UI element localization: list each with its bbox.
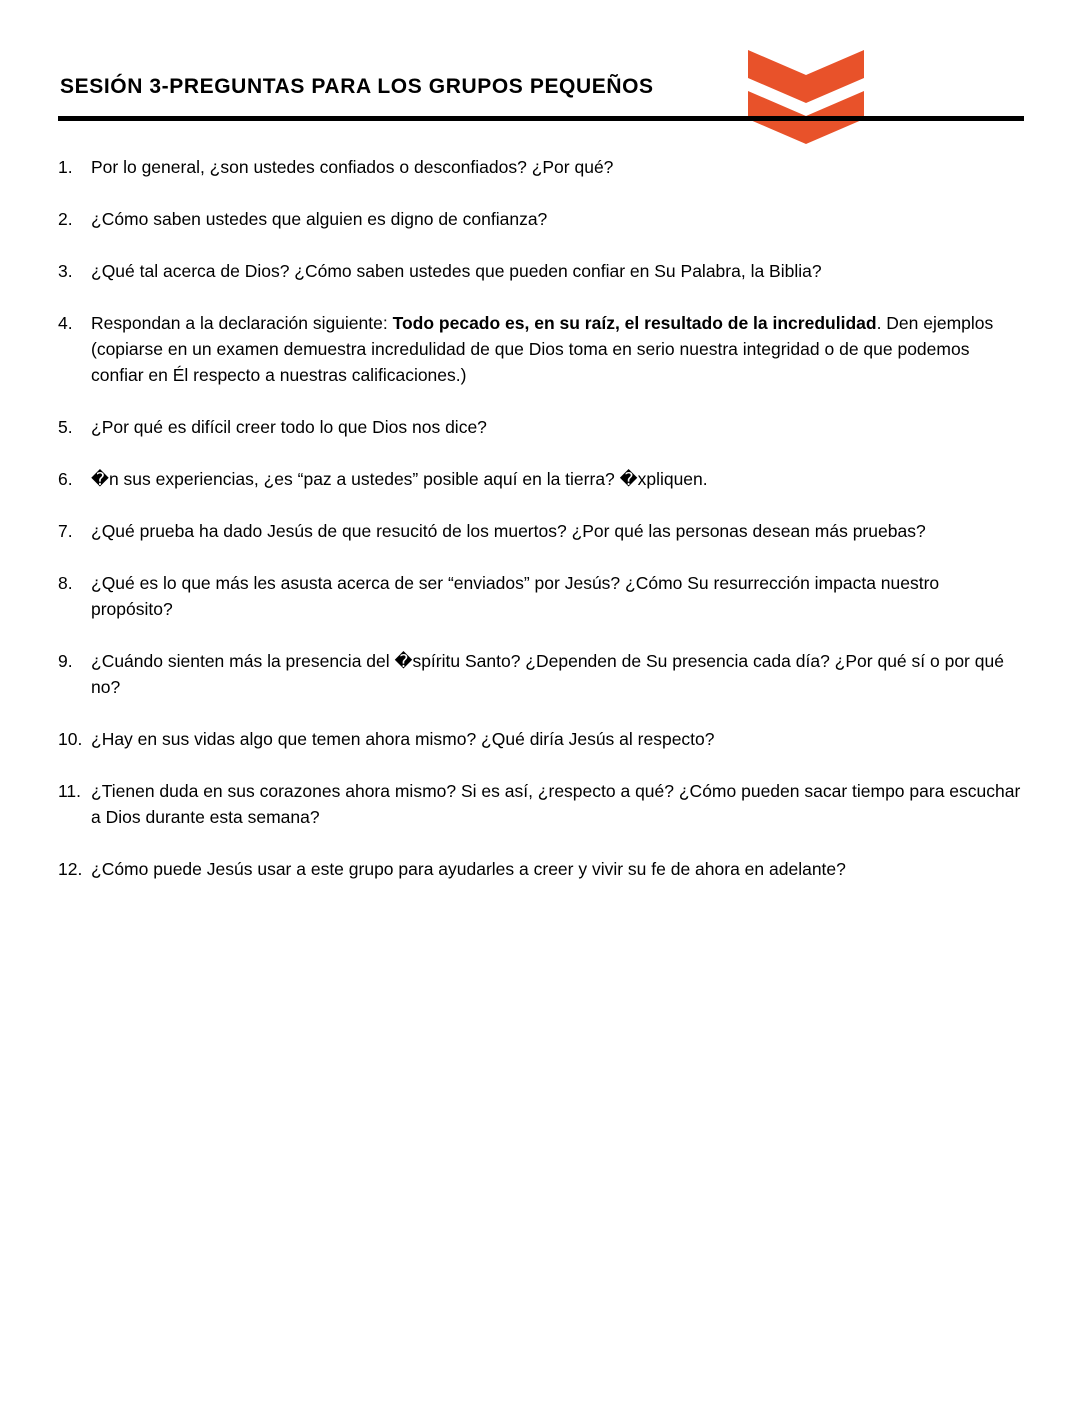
question-text: ¿Cómo puede Jesús usar a este grupo para ayudarles a creer y vivir su fe de ahora en adelante? [91,859,846,879]
question-text: ¿Cómo saben ustedes que alguien es digno de confianza? [91,209,548,229]
question-item [58,778,1024,830]
question-text: ¿Hay en sus vidas algo que temen ahora mismo? ¿Qué diría Jesús al respecto? [91,729,715,749]
question-number: 10. [58,729,83,749]
header-rule [58,116,1024,121]
question-text: ¿Por qué es difícil creer todo lo que Dios nos dice? [91,417,487,437]
question-text: ¿Qué prueba ha dado Jesús de que resucitó de los muertos? ¿Por qué las personas desean más pruebas? [91,521,926,541]
question-number: 9. [58,651,73,671]
question-text: Por lo general, ¿son ustedes confiados o desconfiados? ¿Por qué? [91,157,614,177]
question-number: 5. [58,417,73,437]
question-number: 2. [58,209,73,229]
question-item [58,856,1024,882]
question-item [58,310,1024,388]
question-item [58,154,1024,180]
question-item [58,648,1024,700]
question-text: ¿Qué tal acerca de Dios? ¿Cómo saben ustedes que pueden confiar en Su Palabra, la Biblia? [91,261,822,281]
question-number: 3. [58,261,73,281]
question-item [58,570,1024,622]
question-number: 4. [58,313,73,333]
question-text-bold: Todo pecado es, en su raíz, el resultado de la incredulidad [392,313,877,333]
question-number: 12. [58,859,83,879]
question-item [58,518,1024,544]
question-number: 7. [58,521,73,541]
question-list [58,154,1024,908]
question-text-after: . Den ejemplos (copiarse en un examen demuestra incredulidad de que Dios toma en serio nuestra integridad o de que podemos confiar en Él respecto a nuestras calificaciones.) [91,313,994,385]
document-title: SESIÓN 3-PREGUNTAS PARA LOS GRUPOS PEQUEÑOS [60,75,654,98]
question-item [58,206,1024,232]
question-item [58,414,1024,440]
question-item [58,258,1024,284]
question-text: ¿Cuándo sienten más la presencia del �spíritu Santo? ¿Dependen de Su presencia cada día? ¿Por qué sí o por qué no? [91,651,1004,697]
question-text: ¿Qué es lo que más les asusta acerca de ser “enviados” por Jesús? ¿Cómo Su resurrección impacta nuestro propósito? [91,573,940,619]
question-number: 11. [58,781,82,801]
document-header [58,50,1024,124]
question-text: �n sus experiencias, ¿es “paz a ustedes” posible aquí en la tierra? �xpliquen. [91,469,708,489]
question-number: 8. [58,573,73,593]
question-item [58,466,1024,492]
question-number: 1. [58,157,73,177]
question-number: 6. [58,469,73,489]
question-text-before: Respondan a la declaración siguiente: [91,313,393,333]
double-chevron-down-icon [748,50,864,144]
question-text: ¿Tienen duda en sus corazones ahora mismo? Si es así, ¿respecto a qué? ¿Cómo pueden sacar tiempo para escuchar a Dios durante esta semana? [91,781,1021,827]
question-item [58,726,1024,752]
